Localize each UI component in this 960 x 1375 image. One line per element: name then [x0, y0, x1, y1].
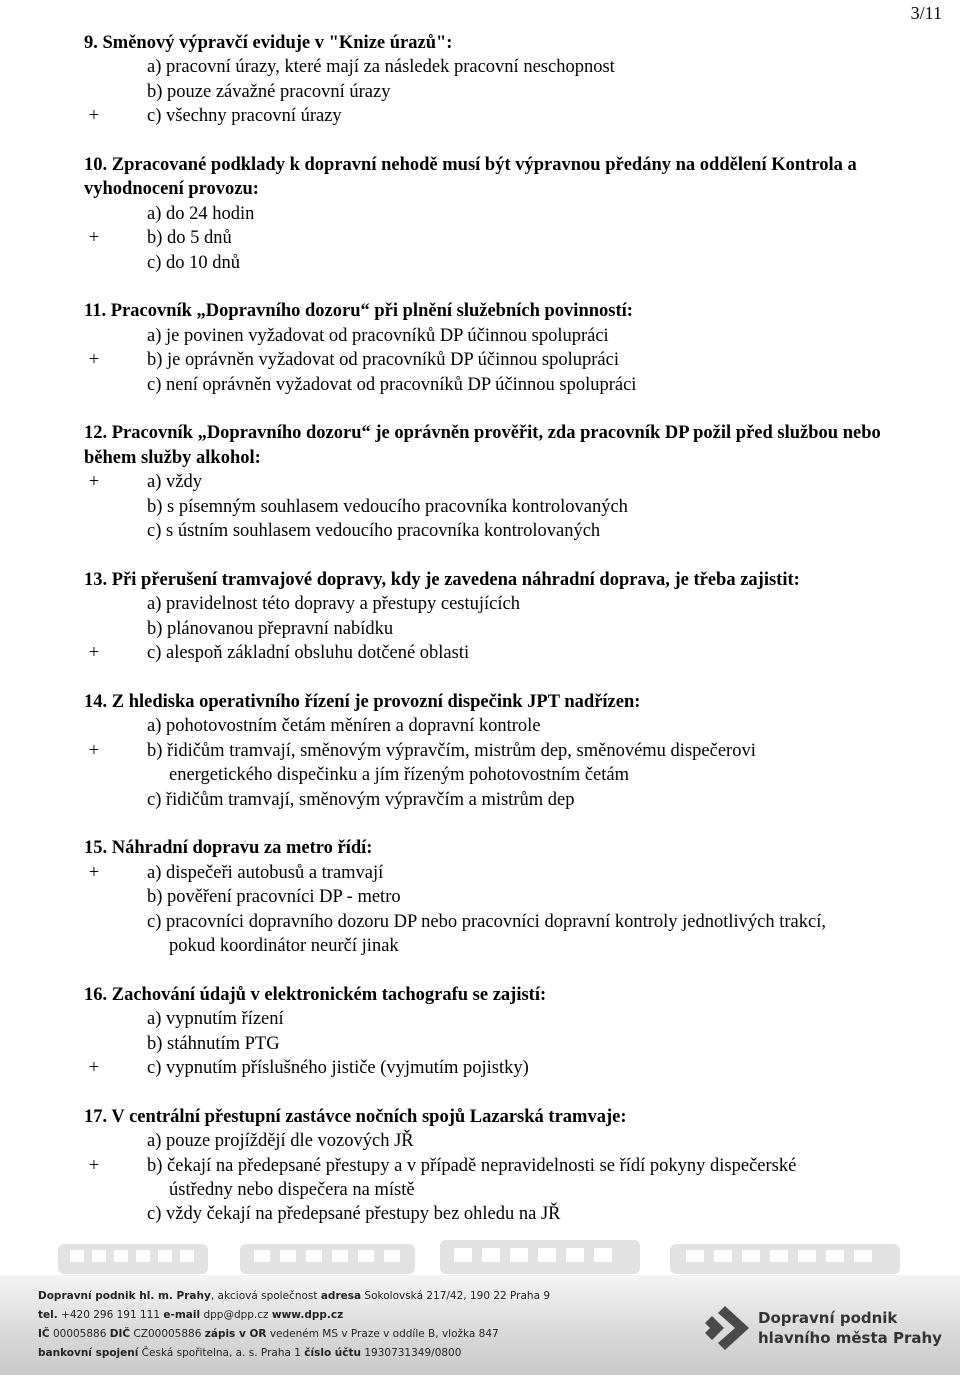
answer-option — [0, 1202, 960, 1226]
answer-text: b) čekají na předepsané přestupy a v případě nepravidelnosti se řídí pokyny dispečerské — [147, 1155, 797, 1176]
contact-line: tel. +420 296 191 111 e-mail dpp@dpp.cz www.dpp.cz — [38, 1309, 344, 1321]
answer-text: b) s písemným souhlasem vedoucího pracovníka kontrolovaných — [147, 496, 628, 517]
question-text: Pracovník „Dopravního dozoru“ při plnění služebních povinností: — [110, 301, 633, 322]
question-number: 17. — [84, 1106, 108, 1127]
answer-text: c) alespoň základní obsluhu dotčené oblasti — [147, 643, 470, 664]
answer-option — [0, 226, 960, 250]
answer-option — [0, 739, 960, 788]
question-number: 10. — [84, 155, 108, 176]
answer-text: a) pravidelnost této dopravy a přestupy cestujících — [147, 594, 520, 615]
question-text: Zachování údajů v elektronickém tachografu se zajistí: — [111, 984, 547, 1005]
answer-option — [0, 714, 960, 738]
dpp-logo-icon — [698, 1304, 752, 1352]
question — [0, 983, 960, 1081]
answer-text: b) plánovanou přepravní nabídku — [147, 618, 394, 639]
question-number: 12. — [84, 423, 108, 444]
answer-text: b) stáhnutím PTG — [147, 1033, 280, 1054]
correct-answer-marker: + — [88, 472, 100, 493]
answer-option — [0, 80, 960, 104]
answer-text: a) pracovní úrazy, které mají za následek pracovní neschopnost — [147, 57, 615, 78]
question-number: 9. — [84, 33, 98, 53]
answer-text-continuation: energetického dispečinku a jím řízeným pohotovostním četám — [169, 765, 629, 786]
answer-text: c) řidičům tramvají, směnovým výpravčím a mistrům dep — [147, 789, 575, 810]
question-title — [0, 31, 960, 55]
answer-option — [0, 910, 960, 959]
answer-option — [0, 324, 960, 348]
answer-option — [0, 885, 960, 909]
dpp-logo — [698, 1304, 948, 1364]
correct-answer-marker: + — [88, 643, 100, 664]
question-number: 16. — [84, 984, 108, 1005]
answer-text: c) všechny pracovní úrazy — [147, 106, 342, 127]
answer-text: a) do 24 hodin — [147, 203, 255, 224]
question — [0, 421, 960, 543]
logo-text: Dopravní podnik hlavního města Prahy — [758, 1309, 942, 1347]
registration-line: IČ 00005886 DIČ CZ00005886 zápis v OR vedeném MS v Praze v oddíle B, vložka 847 — [38, 1328, 499, 1340]
answer-option — [0, 495, 960, 519]
answer-text: a) pohotovostním četám měníren a dopravní kontrole — [147, 716, 541, 737]
question-title — [0, 568, 960, 592]
answer-text: a) je povinen vyžadovat od pracovníků DP účinnou spolupráci — [147, 325, 609, 346]
answer-option — [0, 1007, 960, 1031]
question — [0, 1105, 960, 1227]
answer-text: c) vypnutím příslušného jističe (vyjmutím pojistky) — [147, 1057, 529, 1078]
answer-text: b) do 5 dnů — [147, 228, 232, 249]
answer-option — [0, 519, 960, 543]
correct-answer-marker: + — [88, 228, 100, 249]
answer-option — [0, 373, 960, 397]
answer-text: c) vždy čekají na předepsané přestupy bez ohledu na JŘ — [147, 1204, 561, 1225]
answer-option — [0, 470, 960, 494]
question-title — [0, 153, 960, 202]
answer-text-continuation: ústředny nebo dispečera na místě — [169, 1179, 415, 1200]
question — [0, 568, 960, 666]
correct-answer-marker: + — [88, 350, 100, 371]
question-title — [0, 1105, 960, 1129]
answer-option — [0, 1056, 960, 1080]
question-text: Směnový výpravčí eviduje v "Knize úrazů": — [102, 33, 453, 53]
question-text: Pracovník „Dopravního dozoru“ je oprávněn prověřit, zda pracovník DP požil před službou nebo během služby alkohol: — [84, 423, 881, 468]
answer-text: a) vypnutím řízení — [147, 1009, 284, 1030]
question-list — [0, 31, 960, 1251]
website-link[interactable]: www.dpp.cz — [271, 1309, 344, 1321]
question-text: Při přerušení tramvajové dopravy, kdy je zavedena náhradní doprava, je třeba zajistit: — [111, 569, 800, 590]
correct-answer-marker: + — [88, 1155, 100, 1176]
answer-option — [0, 251, 960, 275]
answer-option — [0, 1154, 960, 1203]
page-footer — [0, 1230, 960, 1375]
company-line: Dopravní podnik hl. m. Prahy, akciová společnost adresa Sokolovská 217/42, 190 22 Praha 9 — [38, 1290, 551, 1302]
correct-answer-marker: + — [88, 1057, 100, 1078]
question-number: 11. — [84, 301, 107, 322]
question-title — [0, 983, 960, 1007]
bank-line: bankovní spojení Česká spořitelna, a. s. Praha 1 číslo účtu 1930731349/0800 — [38, 1347, 462, 1359]
question — [0, 299, 960, 397]
answer-text: b) pověření pracovníci DP - metro — [147, 887, 401, 908]
question-text: V centrální přestupní zastávce nočních spojů Lazarská tramvaje: — [111, 1106, 627, 1127]
answer-option — [0, 788, 960, 812]
answer-text: c) s ústním souhlasem vedoucího pracovníka kontrolovaných — [147, 521, 601, 542]
question-text: Náhradní dopravu za metro řídí: — [111, 838, 373, 859]
answer-option — [0, 1032, 960, 1056]
answer-option — [0, 1129, 960, 1153]
question-text: Zpracované podklady k dopravní nehodě musí být výpravnou předány na oddělení Kontrola a vyhodnocení provozu: — [84, 155, 857, 200]
answer-text-continuation: pokud koordinátor neurčí jinak — [169, 935, 399, 956]
question-title — [0, 421, 960, 470]
answer-option — [0, 641, 960, 665]
company-info — [38, 1287, 550, 1363]
answer-option — [0, 104, 960, 128]
question-number: 14. — [84, 691, 108, 712]
answer-text: c) není oprávněn vyžadovat od pracovníků DP účinnou spolupráci — [147, 374, 637, 395]
question-text: Z hlediska operativního řízení je provozní dispečink JPT nadřízen: — [111, 691, 641, 712]
answer-option — [0, 861, 960, 885]
answer-option — [0, 55, 960, 79]
correct-answer-marker: + — [88, 740, 100, 761]
answer-text: a) pouze projíždějí dle vozových JŘ — [147, 1131, 414, 1152]
page-number: 3/11 — [910, 3, 942, 23]
answer-text: b) řidičům tramvají, směnovým výpravčím, mistrům dep, směnovému dispečerovi — [147, 740, 756, 761]
correct-answer-marker: + — [88, 106, 100, 127]
answer-text: c) pracovníci dopravního dozoru DP nebo pracovníci dopravní kontroly jednotlivých trakcí, — [147, 911, 826, 932]
answer-option — [0, 348, 960, 372]
correct-answer-marker: + — [88, 862, 100, 883]
answer-text: a) vždy — [147, 472, 202, 493]
tram-silhouettes — [30, 1230, 930, 1280]
question-number: 15. — [84, 838, 108, 859]
answer-option — [0, 202, 960, 226]
question — [0, 31, 960, 129]
question-title — [0, 299, 960, 323]
question — [0, 153, 960, 275]
answer-text: c) do 10 dnů — [147, 252, 240, 273]
answer-option — [0, 592, 960, 616]
answer-text: b) je oprávněn vyžadovat od pracovníků DP účinnou spolupráci — [147, 350, 619, 371]
answer-text: a) dispečeři autobusů a tramvají — [147, 862, 384, 883]
question-number: 13. — [84, 569, 108, 590]
question — [0, 690, 960, 812]
answer-option — [0, 617, 960, 641]
question-title — [0, 836, 960, 860]
question-title — [0, 690, 960, 714]
question — [0, 836, 960, 958]
answer-text: b) pouze závažné pracovní úrazy — [147, 81, 391, 102]
